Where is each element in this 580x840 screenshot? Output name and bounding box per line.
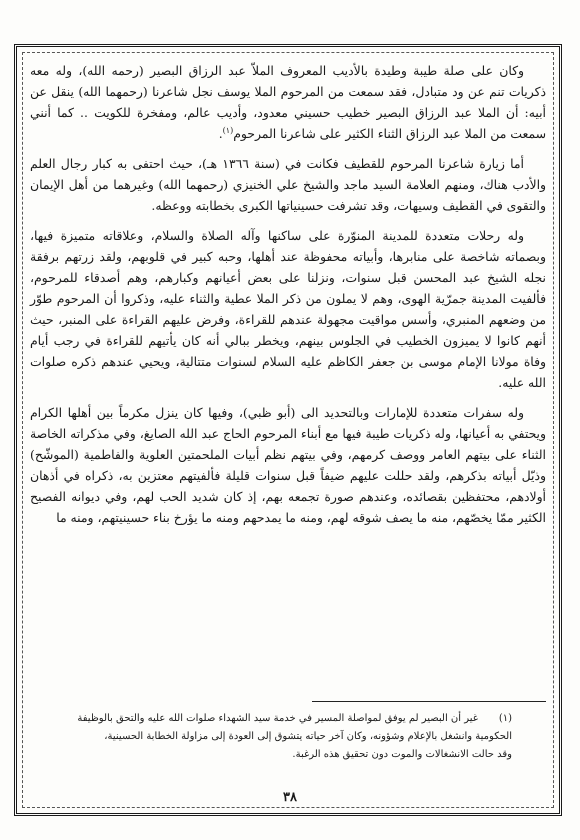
footnote-line: الحكومية وانشغل بالإعلام وشؤونه، وكان آخر حياته يتشوق إلى العودة إلى مزاولة الخطابة الحسينية، — [104, 731, 512, 742]
footnote-line: غير أن البصير لم يوفق لمواصلة المسير في خدمة سيد الشهداء صلوات الله عليه والتحق بالوظيفة — [77, 713, 478, 724]
footnote-separator — [312, 701, 546, 702]
paragraph: أما زيارة شاعرنا المرحوم للقطيف فكانت في (سنة ١٣٦٦ هـ)، حيث احتفى به كبار رجال العلم والأدب هناك، ومنهم العلامة السيد ماجد والشيخ علي الخنيزي (رحمهما الله) وغيرهما من أهل الإيمان والتقوى في القطيف وسيهات، وقد تشرفت حسينياتها الكبرى بخطابته ووعظه. — [30, 156, 546, 213]
paragraph: وله سفرات متعددة للإمارات وبالتحديد الى (أبو ظبي)، وفيها كان ينزل مكرماً بين أهلها الكرام ويحتفي به أعيانها، وله ذكريات طيبة فيها مع أبناء المرحوم الحاج عبد الله الصايغ، وفي مذكراته الخاصة الثناء على بيتهم العامر ووصف كرمهم، وفي بيتهم نظم أبيات الملحمتين العلوية والفاطمية (الموشّح) وذيّل أبياته بذكرهم، ولقد حللت عليهم ضيفاً قبل سنوات قليلة فألفيتهم معتزين به، ذكراه في أذهان أولادهم، محتفظين بقصائده، وعندهم صورة تجمعه بهم، إذ كان شديد الحب لهم، وفي ديوانه الفصيح الكثير ممّا يخصّهم، منه ما يصف شوقه لهم، ومنه ما يمدحهم ومنه ما يؤرخ بناء حسينيتهم، ومنه ما — [30, 405, 546, 525]
footnote — [30, 710, 546, 764]
main-text — [30, 60, 546, 537]
paragraph: وكان على صلة طيبة وطيدة بالأديب المعروف الملاّ عبد الرزاق البصير (رحمه الله)، وله معه ذكريات تنم عن ود متبادل، فقد سمعت من المرحوم الملا يوسف نجل شاعرنا (رحمهما الله) ينقل عن أبيه: أن الملا عبد الرزاق البصير خطيب حسيني معدود، وأديب عالم، ومفخرة للكويت .. كما أنني سمعت من الملا عبد الرزاق الثناء الكثير على شاعرنا المرحوم$^{(١)}$. — [30, 63, 546, 141]
page-number: ٣٨ — [0, 790, 580, 805]
paragraph: وله رحلات متعددة للمدينة المنوّرة على ساكنها وآله الصلاة والسلام، وعلاقاته متميزة فيها، وبصماته شاخصة على منابرها، وأبياته محفوظة عند أهلها، وحبه كبير في قلوبهم، ولقد زرتهم برفقة نجله الشيخ عبد المحسن قبل سنوات، ونزلنا على بعض أعيانهم وكبارهم، وهم أصدقاء للمرحوم، فألفيت المدينة جمرّية الهوى، وهم لا يملون من ذكر الملا عطية والثناء عليه، وذكروا أن المرحوم طوّر من وضعهم المنبري، وأسس مواقيت مجهولة عندهم للقراءة، وفرض عليهم القراءة على المنبر، حيث أنهم كانوا لا يميزون الخطيب في الجلوس بينهم، ويخطر ببالي أنه كان يأتيهم للقراءة في رجب أيام وفاة مولانا الإمام موسى بن جعفر الكاظم عليه السلام لسنوات متتالية، ويحيي عندهم ذكره صلوات الله عليه. — [30, 228, 546, 390]
footnote-number: (١) — [498, 713, 512, 724]
footnote-marker: (١) — [222, 125, 234, 135]
footnote-line: وقد حالت الانشغالات والموت دون تحقيق هذه الرغبة. — [292, 749, 512, 760]
